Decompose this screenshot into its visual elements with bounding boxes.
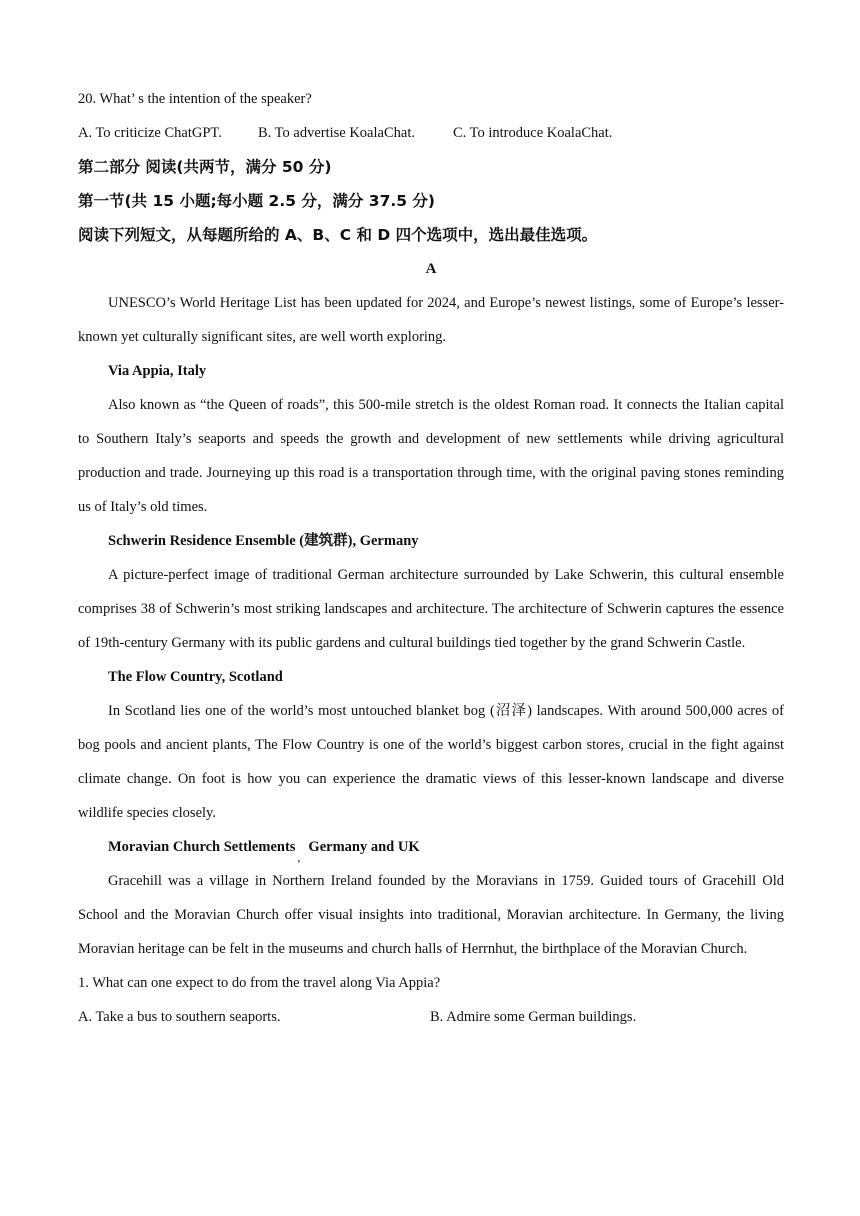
site-heading-via-appia: Via Appia, Italy xyxy=(108,363,207,379)
question-20-options xyxy=(78,116,784,150)
site-text-schwerin: A picture-perfect image of traditional German architecture surrounded by Lake Schwerin, this cultural ensemble comprises 38 of Schwerin’s most striking landscapes and architecture. The architecture of Schwerin captures the essence of 19th-century Germany with its public gardens and cultural buildings tied together by the grand Schwerin Castle. xyxy=(78,567,784,651)
site-heading-moravian xyxy=(78,830,784,864)
q20-option-b: B. To advertise KoalaChat. xyxy=(258,125,415,141)
site-heading-moravian-comma: , xyxy=(297,850,301,864)
q1-option-a: A. Take a bus to southern seaports. xyxy=(78,1009,281,1025)
site-heading-moravian-part2: Germany and UK xyxy=(308,839,420,855)
site-text-moravian: Gracehill was a village in Northern Ireland founded by the Moravians in 1759. Guided tours of Gracehill Old School and the Moravian Church offer visual insights into traditional, Moravian architecture. In Germany, the living Moravian heritage can be felt in the museums and church halls of Herrnhut, the birthplace of the Moravian Church. xyxy=(78,873,784,957)
part2-title: 第二部分 阅读(共两节，满分 50 分) xyxy=(78,158,332,176)
site-text-flow-country: In Scotland lies one of the world’s most untouched blanket bog (沼泽) landscapes. With around 500,000 acres of bog pools and ancient plants, The Flow Country is one of the world’s biggest carbon stores, crucial in the fight against climate change. On foot is how you can experience the dramatic views of this lesser-known landscape and diverse wildlife species closely. xyxy=(78,703,784,821)
passage-letter: A xyxy=(425,261,437,277)
site-text-via-appia: Also known as “the Queen of roads”, this 500-mile stretch is the oldest Roman road. It connects the Italian capital to Southern Italy’s seaports and speeds the growth and development of new settlements while driving agricultural production and trade. Journeying up this road is a transportation through time, with the original paving stones reminding us of Italy’s old times. xyxy=(78,397,784,515)
site-heading-moravian-part1: Moravian Church Settlements xyxy=(108,839,296,855)
site-heading-flow-country: The Flow Country, Scotland xyxy=(108,669,283,685)
section1-title: 第一节(共 15 小题;每小题 2.5 分，满分 37.5 分) xyxy=(78,192,436,210)
question-1: 1. What can one expect to do from the travel along Via Appia? xyxy=(78,975,441,991)
question-1-options xyxy=(78,1000,784,1034)
exam-page xyxy=(78,82,784,1034)
q20-option-a: A. To criticize ChatGPT. xyxy=(78,125,222,141)
site-heading-schwerin: Schwerin Residence Ensemble (建筑群), Germany xyxy=(108,533,419,549)
q20-option-c: C. To introduce KoalaChat. xyxy=(453,125,613,141)
q1-option-b: B. Admire some German buildings. xyxy=(430,1009,637,1025)
reading-instruction: 阅读下列短文，从每题所给的 A、B、C 和 D 四个选项中，选出最佳选项。 xyxy=(78,226,598,244)
passage-intro: UNESCO’s World Heritage List has been updated for 2024, and Europe’s newest listings, some of Europe’s lesser-known yet culturally significant sites, are well worth exploring. xyxy=(78,295,784,345)
question-20: 20. What’ s the intention of the speaker? xyxy=(78,91,312,107)
